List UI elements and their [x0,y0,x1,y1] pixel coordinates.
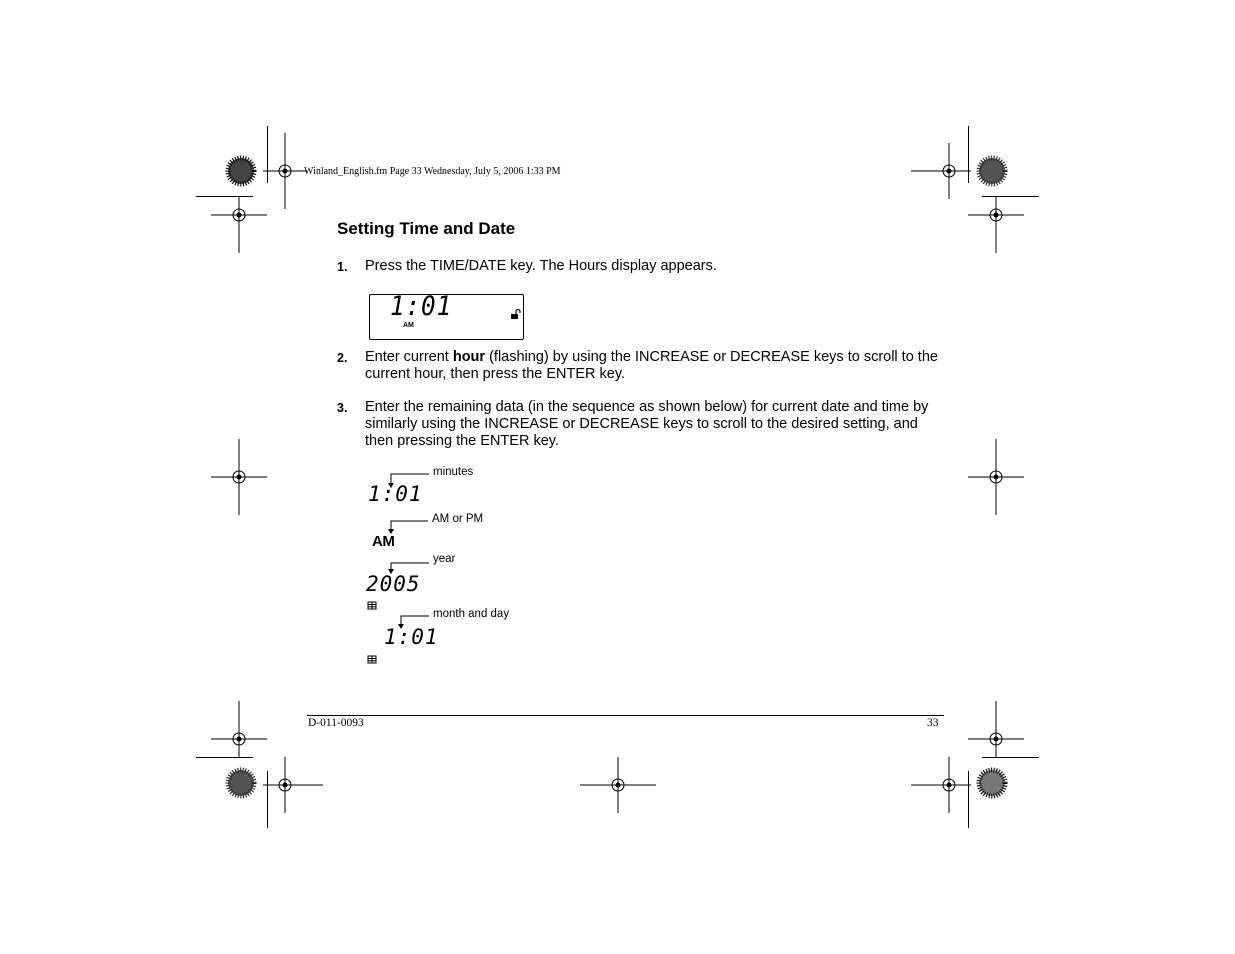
sequence-value-year: 2005 [366,572,421,596]
step-text: Enter the remaining data (in the sequence as shown below) for current date and time by similarly using the INCREASE or DECREASE keys to scroll to the desired setting, and then pressing the ENTER key. [365,399,929,449]
section-title: Setting Time and Date [337,219,516,238]
unlock-icon [510,309,521,320]
step-bold-term: hour [452,349,486,365]
calendar-icon [368,602,376,609]
step-number: 1. [337,260,348,274]
step-text: Press the TIME/DATE key. The Hours display appears. [365,258,717,274]
step-text: Enter current hour (flashing) by using the INCREASE or DECREASE keys to scroll to the current hour, then press the ENTER key. [365,349,938,382]
sequence-value-month-day: 1:01 [384,625,439,649]
calendar-icon [368,656,376,663]
sequence-value-ampm: AM [372,533,395,550]
sequence-label-minutes: minutes [433,466,474,478]
page-number: 33 [927,717,939,729]
sequence-label-ampm: AM or PM [432,513,484,525]
step-number: 3. [337,401,348,415]
sequence-label-year: year [433,553,456,565]
step-number: 2. [337,351,348,365]
footer-rule [307,715,944,716]
doc-id: D-011-0093 [308,717,364,729]
sequence-value-minutes: 1:01 [368,482,423,506]
slug-line: Winland_English.fm Page 33 Wednesday, July 5, 2006 1:33 PM [304,166,561,177]
lcd-display [369,291,524,340]
lcd-ampm: AM [403,322,414,329]
lcd-time: 1:01 [390,291,453,322]
sequence-label-month-day: month and day [433,608,510,620]
